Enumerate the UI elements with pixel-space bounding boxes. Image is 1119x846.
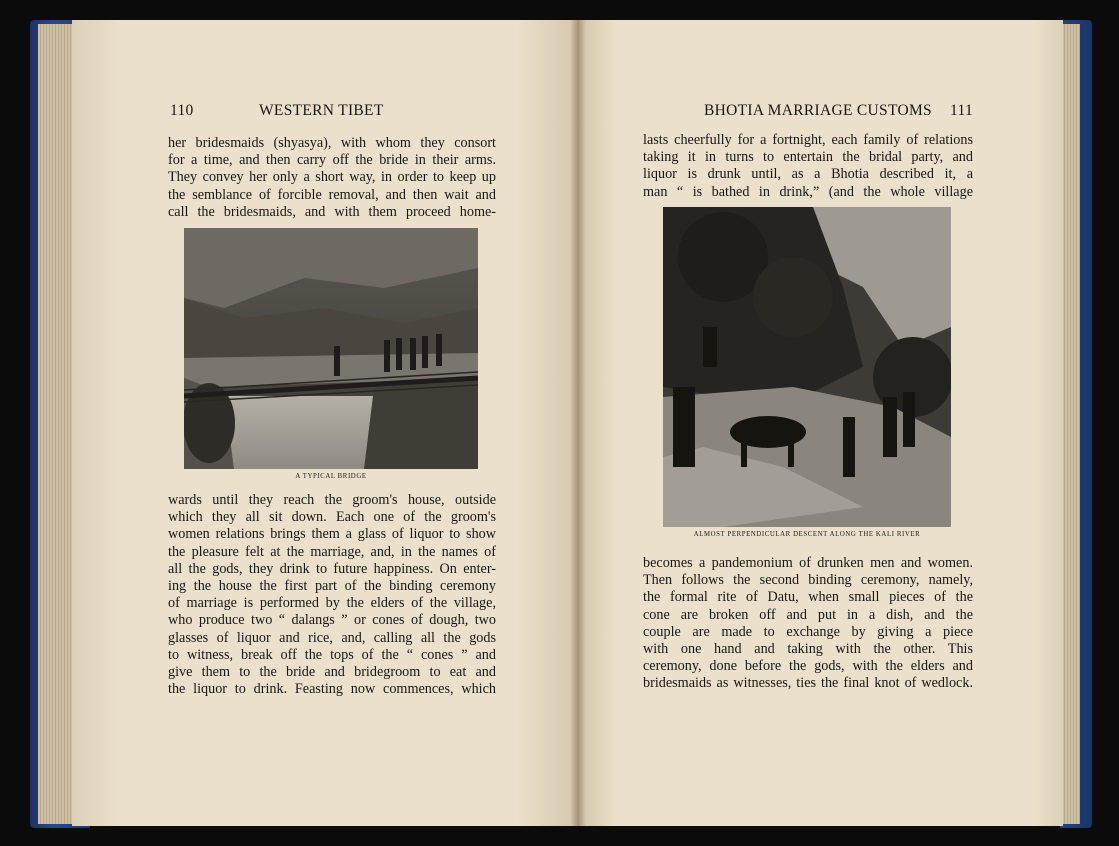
book-gutter <box>570 20 586 826</box>
text-line: the formal rite of Datu, when small pieces of the <box>643 589 973 606</box>
text-line: which they all sit down. Each one of the groom's <box>168 509 496 526</box>
text-line: liquor is drunk until, as a Bhotia described it, a <box>643 166 973 183</box>
running-head: BHOTIA MARRIAGE CUSTOMS <box>704 102 932 119</box>
page-number: 111 <box>950 102 973 119</box>
figure-caption: A TYPICAL BRIDGE <box>295 473 367 480</box>
bridge-photograph <box>184 228 478 469</box>
page-number: 110 <box>170 102 194 119</box>
text-line: her bridesmaids (shyasya), with whom they consort <box>168 135 496 151</box>
text-line: all the gods, they drink to future happiness. On enter- <box>168 560 496 577</box>
text-line: women relations brings them a glass of liquor to show <box>168 526 496 543</box>
text-line: bridesmaids as witnesses, ties the final knot of wedlock. <box>643 675 973 692</box>
text-line: who produce two “ dalangs ” or cones of dough, two <box>168 612 496 629</box>
page-edges-right <box>1062 24 1080 824</box>
text-line: glasses of liquor and rice, and, calling all the gods <box>168 629 496 646</box>
paragraph-bottom <box>643 555 973 693</box>
left-page <box>72 20 577 826</box>
text-line: for a time, and then carry off the bride in their arms. <box>168 152 496 169</box>
text-line: lasts cheerfully for a fortnight, each family of relations <box>643 132 973 148</box>
paragraph-bottom <box>168 492 496 698</box>
text-line: Then follows the second binding ceremony, namely, <box>643 572 973 589</box>
text-line: ceremony, done before the gods, with the elders and <box>643 658 973 675</box>
text-line: with one hand and taking with the other. This <box>643 641 973 658</box>
text-line: couple are made to exchange by giving a piece <box>643 623 973 640</box>
paragraph-top <box>643 132 973 201</box>
river-descent-photograph <box>663 207 951 527</box>
text-line: cone are broken off and put in a dish, and the <box>643 606 973 623</box>
running-head: WESTERN TIBET <box>259 102 384 119</box>
text-line: ing the house the first part of the binding ceremony <box>168 578 496 595</box>
right-page <box>577 20 1063 826</box>
text-line: of marriage is performed by the elders of the village, <box>168 595 496 612</box>
text-line: They convey her only a short way, in order to keep up <box>168 169 496 186</box>
text-line: taking it in turns to entertain the bridal party, and <box>643 149 973 166</box>
text-line: the semblance of forcible removal, and then wait and <box>168 186 496 203</box>
text-line: give them to the bride and bridegroom to eat and <box>168 664 496 681</box>
text-line: wards until they reach the groom's house, outside <box>168 492 496 508</box>
text-line: the liquor to drink. Feasting now commences, which <box>168 681 496 698</box>
figure-caption: ALMOST PERPENDICULAR DESCENT ALONG THE KALI RIVER <box>693 531 921 538</box>
text-line: man “ is bathed in drink,” (and the whole village <box>643 183 973 200</box>
text-line: becomes a pandemonium of drunken men and women. <box>643 555 973 571</box>
text-line: the pleasure felt at the marriage, and, in the names of <box>168 543 496 560</box>
text-line: to witness, break off the tops of the “ cones ” and <box>168 646 496 663</box>
text-line: call the bridesmaids, and with them proceed home- <box>168 203 496 220</box>
paragraph-top <box>168 135 496 221</box>
